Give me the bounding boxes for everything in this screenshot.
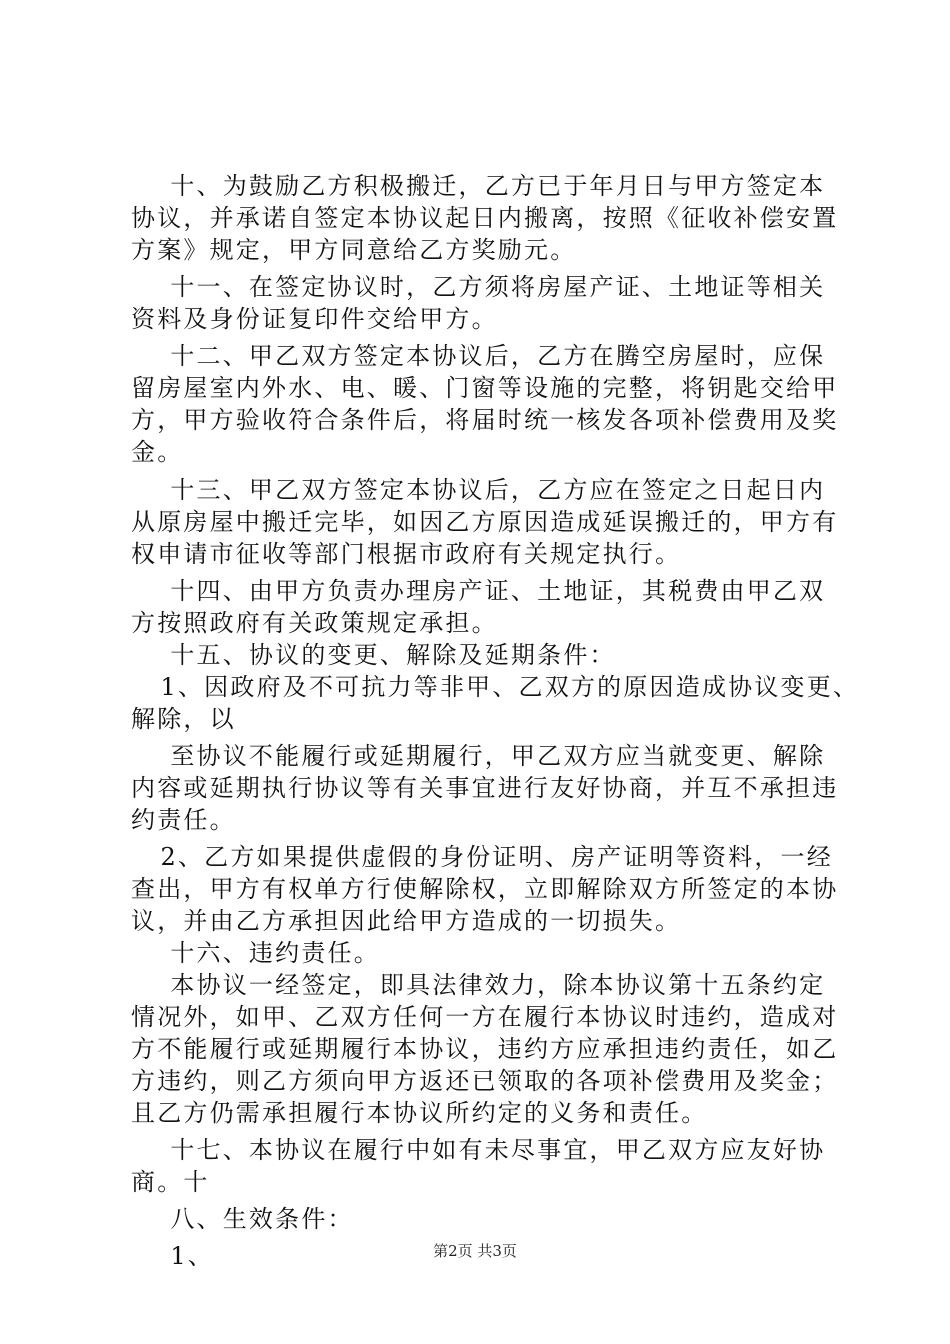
text-line: 方违约，则乙方须向甲方返还已领取的各项补偿费用及奖金；	[131, 1067, 839, 1095]
text-line: 约责任。	[131, 806, 236, 834]
text-line: 八、生效条件：	[131, 1205, 354, 1233]
page-number-footer: 第2页 共3页	[433, 1242, 517, 1260]
text-line: 十三、甲乙双方签定本协议后，乙方应在签定之日起日内	[131, 476, 826, 504]
text-line: 商。十	[131, 1168, 210, 1196]
text-line: 十六、违约责任。	[131, 939, 380, 967]
text-line: 方不能履行或延期履行本协议，违约方应承担违约责任，如乙	[131, 1035, 839, 1063]
text-line: 十七、本协议在履行中如有未尽事宜，甲乙双方应友好协	[131, 1136, 826, 1164]
text-line: 权申请市征收等部门根据市政府有关规定执行。	[131, 540, 682, 568]
text-line: 十、为鼓励乙方积极搬迁，乙方已于年月日与甲方签定本	[131, 172, 826, 200]
text-line: 议，并由乙方承担因此给甲方造成的一切损失。	[131, 907, 682, 935]
text-line: 至协议不能履行或延期履行，甲乙双方应当就变更、解除	[131, 742, 826, 770]
text-line: 1、	[131, 1242, 214, 1270]
text-line: 方按照政府有关政策规定承担。	[131, 609, 498, 637]
text-line: 十一、在签定协议时，乙方须将房屋产证、土地证等相关	[131, 273, 826, 301]
text-line: 内容或延期执行协议等有关事宜进行友好协商，并互不承担违	[131, 774, 839, 802]
document-body	[131, 170, 860, 1272]
text-line: 金。	[131, 438, 184, 466]
text-line: 且乙方仍需承担履行本协议所约定的义务和责任。	[131, 1099, 708, 1127]
text-line: 留房屋室内外水、电、暖、门窗等设施的完整，将钥匙交给甲	[131, 374, 839, 402]
text-line: 解除，以	[131, 705, 236, 733]
text-line: 查出，甲方有权单方行使解除权，立即解除双方所签定的本协	[131, 875, 839, 903]
text-line: 本协议一经签定，即具法律效力，除本协议第十五条约定	[131, 971, 826, 999]
text-line: 方案》规定，甲方同意给乙方奖励元。	[131, 236, 577, 264]
text-line: 资料及身份证复印件交给甲方。	[131, 305, 498, 333]
text-line: 从原房屋中搬迁完毕，如因乙方原因造成延误搬迁的，甲方有	[131, 508, 839, 536]
text-line: 十四、由甲方负责办理房产证、土地证，其税费由甲乙双	[131, 577, 826, 605]
text-line: 情况外，如甲、乙双方任何一方在履行本协议时违约，造成对	[131, 1003, 839, 1031]
text-line: 2、乙方如果提供虚假的身份证明、房产证明等资料，一经	[131, 843, 833, 871]
text-line: 协议，并承诺自签定本协议起日内搬离，按照《征收补偿安置	[131, 204, 839, 232]
text-line: 1、因政府及不可抗力等非甲、乙双方的原因造成协议变更、	[131, 673, 860, 701]
text-line: 十五、协议的变更、解除及延期条件：	[131, 641, 616, 669]
text-line: 方，甲方验收符合条件后，将届时统一核发各项补偿费用及奖	[131, 406, 839, 434]
text-line: 十二、甲乙双方签定本协议后，乙方在腾空房屋时，应保	[131, 342, 826, 370]
